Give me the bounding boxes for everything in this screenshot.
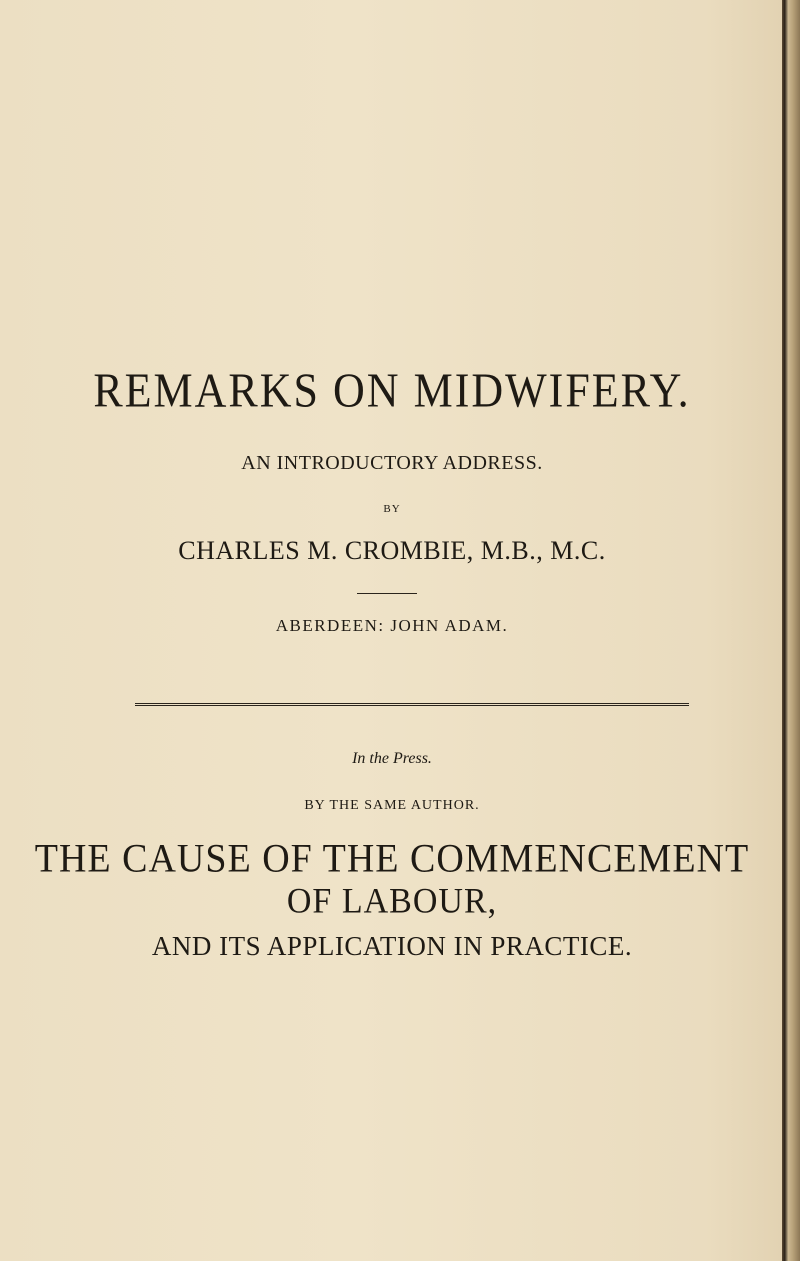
forthcoming-title-line-3: AND ITS APPLICATION IN PRACTICE. bbox=[151, 931, 633, 961]
by-line: BY bbox=[383, 503, 401, 515]
book-title: REMARKS ON MIDWIFERY. bbox=[93, 363, 691, 418]
author-name: CHARLES M. CROMBIE, M.B., M.C. bbox=[178, 536, 606, 565]
double-rule-divider bbox=[135, 703, 689, 706]
forthcoming-title-line-1: THE CAUSE OF THE COMMENCEMENT bbox=[34, 836, 750, 882]
short-divider bbox=[357, 593, 417, 594]
press-status: In the Press. bbox=[352, 750, 432, 767]
book-page-edge bbox=[782, 0, 800, 1261]
book-subtitle: AN INTRODUCTORY ADDRESS. bbox=[241, 452, 543, 474]
forthcoming-title-line-2: OF LABOUR, bbox=[286, 882, 498, 921]
same-author-line: BY THE SAME AUTHOR. bbox=[304, 798, 480, 813]
publisher-line: ABERDEEN: JOHN ADAM. bbox=[275, 616, 509, 635]
